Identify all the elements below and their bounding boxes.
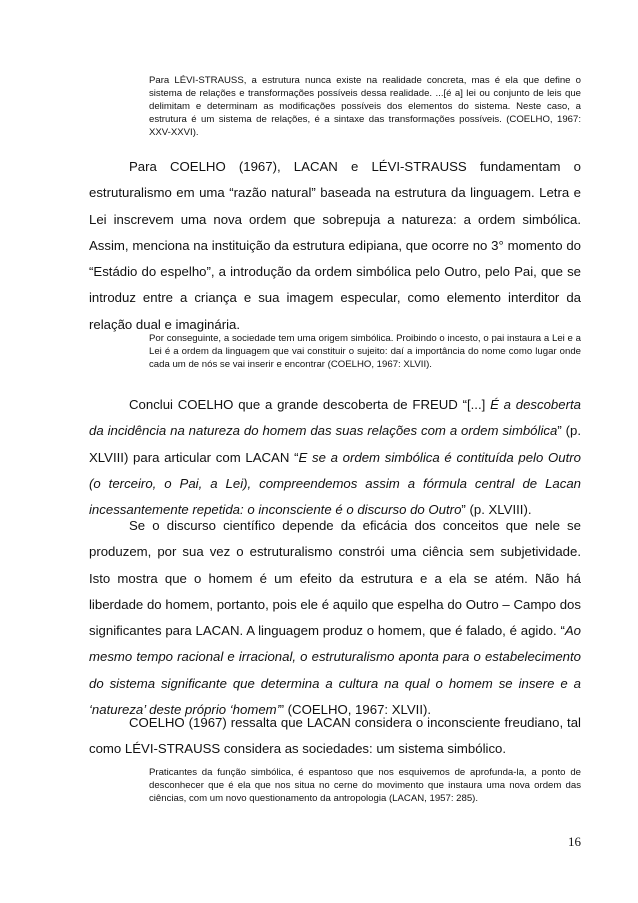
paragraph-discurso-cientifico bbox=[89, 513, 581, 723]
para3-italic-1: Ao mesmo tempo racional e irracional, o estruturalismo aponta para o estabelecimento do sistema significante que determina a cultura na qual o homem se insere e a ‘natureza’ deste próprio ‘homem’ bbox=[89, 623, 581, 718]
paragraph-conclui-coelho bbox=[89, 392, 581, 523]
para2-text-3: ” (p. XLVIII). bbox=[461, 502, 532, 518]
paragraph-coelho-lacan: Para COELHO (1967), LACAN e LÉVI-STRAUSS fundamentam o estruturalismo em uma “razão natural” baseada na estrutura da linguagem. Letra e Lei inscrevem uma nova ordem que sobrepuja a natureza: a ordem simbólica. Assim, menciona na instituição da estrutura edipiana, que ocorre no 3° momento do “Estádio do espelho”, a introdução da ordem simbólica pelo Outro, pelo Pai, que se introduz entre a criança e sua imagem especular, como elemento interditor da relação dual e imaginária. bbox=[89, 159, 581, 332]
para2-italic-1: É a descoberta da incidência na natureza do homem das suas relações com a ordem simbólica bbox=[89, 397, 581, 439]
block-quote-lacan: Praticantes da função simbólica, é espantoso que nos esquivemos de aprofunda-la, a ponto de desconhecer que é ela que nos situa no cerne do movimento que instaura uma nova ordem das ciências, com um novo questionamento da antropologia (LACAN, 1957: 285). bbox=[149, 767, 581, 804]
para3-text-2: ” (COELHO, 1967: XLVII). bbox=[279, 702, 432, 718]
paragraph-coelho-ressalta: COELHO (1967) ressalta que LACAN considera o inconsciente freudiano, tal como LÉVI-STRAUSS considera as sociedades: um sistema simbólico. bbox=[89, 715, 581, 757]
block-quote-origem-simbolica: Por conseguinte, a sociedade tem uma origem simbólica. Proibindo o incesto, o pai instaura a Lei e a Lei é a ordem da linguagem que vai constituir o sujeito: daí a importância do nome como lugar onde cada um de nós se vai inserir e encontrar (COELHO, 1967: XLVII). bbox=[149, 333, 581, 370]
page-number: 16 bbox=[568, 834, 581, 849]
para2-italic-2: E se a ordem simbólica é contituída pelo Outro (o terceiro, o Pai, a Lei), compreendemos assim a fórmula central de Lacan incessantemente repetida: o inconsciente é o discurso do Outro bbox=[89, 449, 581, 518]
para2-text-2: ” (p. XLVIII) para articular com LACAN “ bbox=[89, 423, 581, 465]
block-quote-levi-strauss: Para LÉVI-STRAUSS, a estrutura nunca existe na realidade concreta, mas é ela que define o sistema de relações e transformações possíveis dessa realidade. ...[é a] lei ou conjunto de leis que delimitam e determinam as modificações possíveis dos elementos do sistema. Neste caso, a estrutura é um sistema de relações, é a sintaxe das transformações possíveis. (COELHO, 1967: XXV-XXVI). bbox=[149, 75, 581, 138]
para3-text-1: Se o discurso científico depende da eficácia dos conceitos que nele se produzem, por sua vez o estruturalismo constrói uma ciência sem subjetividade. Isto mostra que o homem é um efeito da estrutura e a ela se atém. Não há liberdade do homem, portanto, pois ele é aquilo que espelha do Outro – Campo dos significantes para LACAN. A linguagem produz o homem, que é falado, é agido. “ bbox=[89, 518, 581, 639]
para2-text-1: Conclui COELHO que a grande descoberta de FREUD “[...] bbox=[129, 397, 491, 412]
